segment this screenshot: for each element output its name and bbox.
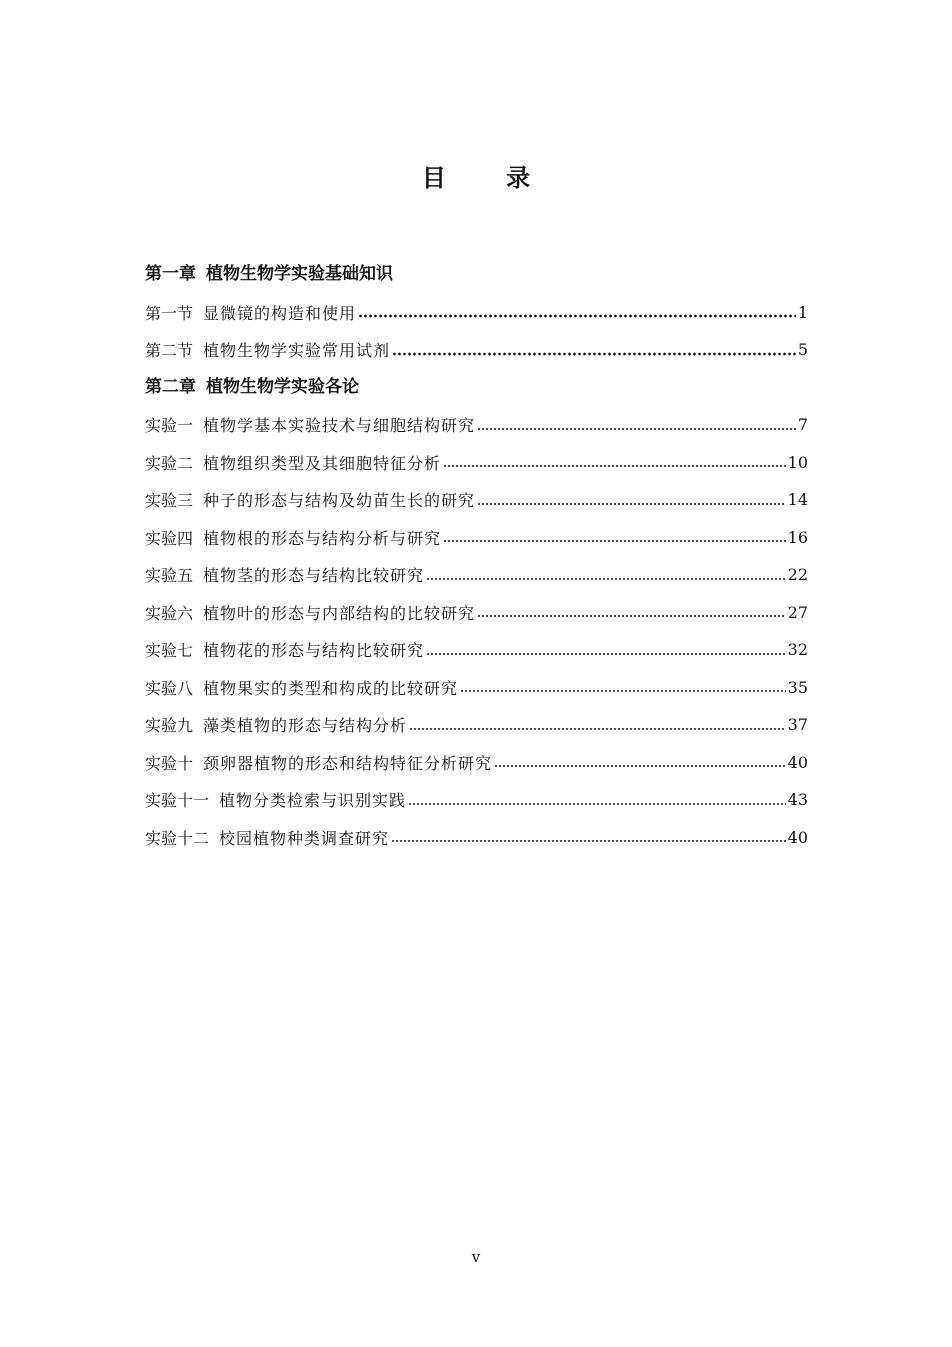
entry-number: 实验四	[145, 528, 194, 548]
dot-leader	[477, 614, 786, 618]
toc-entry[interactable]	[145, 594, 808, 632]
entry-page: 7	[797, 415, 808, 435]
entry-page: 5	[797, 340, 808, 360]
entry-page: 35	[787, 677, 808, 697]
page-number: v	[471, 1248, 481, 1266]
entry-number: 实验二	[145, 453, 194, 473]
entry-title: 藻类植物的形态与结构分析	[203, 716, 408, 736]
dot-leader	[477, 427, 796, 431]
entry-page: 27	[787, 602, 808, 622]
chapter-heading-2[interactable]	[145, 369, 808, 407]
entry-number: 实验六	[145, 603, 194, 623]
chapter-heading-1[interactable]	[145, 256, 808, 294]
entry-page: 40	[787, 827, 808, 847]
toc-entry[interactable]	[145, 744, 808, 782]
entry-page: 37	[787, 715, 808, 735]
toc-entry[interactable]	[145, 331, 808, 369]
entry-title: 植物根的形态与结构分析与研究	[203, 528, 442, 548]
dot-leader	[426, 652, 786, 656]
toc-entry[interactable]	[145, 519, 808, 557]
toc-entry[interactable]	[145, 481, 808, 519]
toc-entry[interactable]	[145, 444, 808, 482]
entry-title: 植物花的形态与结构比较研究	[203, 641, 425, 661]
entry-number: 实验三	[145, 491, 194, 511]
dot-leader	[426, 577, 786, 581]
entry-page: 1	[797, 302, 808, 322]
entry-title: 植物组织类型及其细胞特征分析	[203, 453, 442, 473]
dot-leader	[409, 727, 786, 731]
entry-title: 植物叶的形态与内部结构的比较研究	[203, 603, 476, 623]
entry-number: 第一节	[145, 303, 194, 323]
toc-entry[interactable]	[145, 406, 808, 444]
chapter-number: 第二章	[145, 376, 196, 397]
dot-leader	[443, 539, 786, 543]
toc-entry[interactable]	[145, 631, 808, 669]
entry-title: 校园植物种类调查研究	[219, 828, 390, 848]
dot-leader	[358, 314, 796, 318]
entry-number: 实验十一	[145, 791, 210, 811]
entry-number: 实验十二	[145, 828, 210, 848]
entry-page: 32	[787, 640, 808, 660]
dot-leader	[408, 802, 786, 806]
entry-page: 40	[787, 752, 808, 772]
entry-title: 植物果实的类型和构成的比较研究	[203, 678, 459, 698]
table-of-contents	[145, 256, 808, 856]
entry-number: 实验八	[145, 678, 194, 698]
entry-title: 植物生物学实验常用试剂	[203, 341, 391, 361]
dot-leader	[392, 352, 796, 356]
entry-number: 实验五	[145, 566, 194, 586]
entry-page: 16	[787, 527, 808, 547]
dot-leader	[460, 689, 786, 693]
entry-page: 22	[787, 565, 808, 585]
dot-leader	[494, 764, 786, 768]
entry-title: 颈卵器植物的形态和结构特征分析研究	[203, 753, 493, 773]
toc-entry[interactable]	[145, 669, 808, 707]
toc-entry[interactable]	[145, 556, 808, 594]
chapter-title: 植物生物学实验各论	[206, 376, 359, 397]
entry-title: 种子的形态与结构及幼苗生长的研究	[203, 491, 476, 511]
toc-entry[interactable]	[145, 781, 808, 819]
entry-title: 植物学基本实验技术与细胞结构研究	[203, 416, 476, 436]
toc-entry[interactable]	[145, 706, 808, 744]
entry-number: 第二节	[145, 341, 194, 361]
chapter-title: 植物生物学实验基础知识	[206, 264, 393, 284]
entry-number: 实验九	[145, 716, 194, 736]
entry-page: 10	[787, 452, 808, 472]
toc-entry[interactable]	[145, 294, 808, 332]
dot-leader	[443, 464, 786, 468]
entry-title: 植物茎的形态与结构比较研究	[203, 566, 425, 586]
dot-leader	[391, 839, 786, 843]
dot-leader	[477, 502, 786, 506]
entry-title: 显微镜的构造和使用	[203, 303, 357, 323]
entry-title: 植物分类检索与识别实践	[219, 791, 407, 811]
entry-page: 14	[787, 490, 808, 510]
page-title: 目 录	[421, 164, 557, 192]
entry-number: 实验十	[145, 753, 194, 773]
entry-number: 实验七	[145, 641, 194, 661]
toc-entry[interactable]	[145, 819, 808, 857]
entry-number: 实验一	[145, 416, 194, 436]
chapter-number: 第一章	[145, 264, 196, 284]
entry-page: 43	[787, 790, 808, 810]
